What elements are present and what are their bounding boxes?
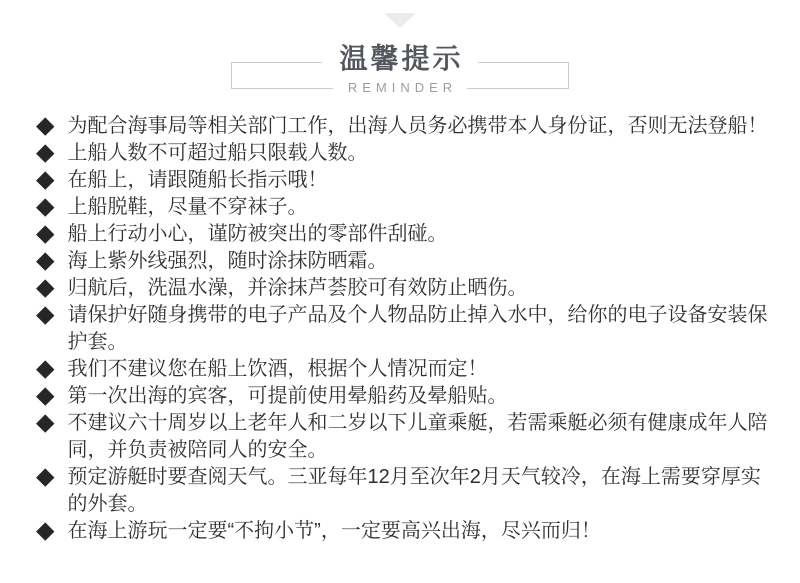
diamond-bullet-icon: [36, 279, 54, 297]
diamond-bullet-icon: [36, 306, 54, 324]
diamond-bullet-icon: [36, 144, 54, 162]
list-item: [37, 302, 770, 356]
header: [0, 0, 800, 110]
list-item: [37, 410, 770, 464]
tip-text: 不建议六十周岁以上老年人和二岁以下儿童乘艇，若需乘艇必须有健康成年人陪同，并负责被陪同人的安全。: [67, 412, 768, 461]
page-title: [0, 42, 800, 76]
diamond-bullet-icon: [36, 360, 54, 378]
tip-text: 在船上，请跟随船长指示哦！: [67, 169, 328, 191]
page-subtitle-text: REMINDER: [333, 80, 467, 95]
list-item: [37, 140, 770, 167]
tips-list: [0, 110, 800, 545]
diamond-bullet-icon: [36, 468, 54, 486]
tip-text: 请保护好随身携带的电子产品及个人物品防止掉入水中，给你的电子设备安装保护套。: [67, 304, 768, 353]
page-title-text: 温馨提示: [322, 43, 477, 74]
list-item: [37, 383, 770, 410]
tip-text: 预定游艇时要查阅天气。三亚每年12月至次年2月天气较冷，在海上需要穿厚实的外套。: [67, 466, 761, 515]
list-item: [37, 221, 770, 248]
list-item: [37, 275, 770, 302]
diamond-bullet-icon: [36, 225, 54, 243]
list-item: [37, 167, 770, 194]
tip-text: 在海上游玩一定要“不拘小节”，一定要高兴出海，尽兴而归！: [67, 520, 601, 542]
tip-text: 我们不建议您在船上饮酒，根据个人情况而定！: [67, 358, 488, 380]
list-item: [37, 356, 770, 383]
list-item: [37, 518, 770, 545]
diamond-bullet-icon: [36, 252, 54, 270]
diamond-bullet-icon: [36, 117, 54, 135]
page-subtitle: [0, 80, 800, 95]
diamond-bullet-icon: [36, 522, 54, 540]
diamond-bullet-icon: [36, 414, 54, 432]
list-item: [37, 194, 770, 221]
tip-text: 船上行动小心，谨防被突出的零部件刮碰。: [67, 223, 448, 245]
tip-text: 为配合海事局等相关部门工作，出海人员务必携带本人身份证，否则无法登船！: [67, 115, 768, 137]
list-item: [37, 113, 770, 140]
tip-text: 上船人数不可超过船只限载人数。: [67, 142, 368, 164]
list-item: [37, 464, 770, 518]
tip-text: 第一次出海的宾客，可提前使用晕船药及晕船贴。: [67, 385, 508, 407]
tip-text: 归航后，洗温水澡，并涂抹芦荟胶可有效防止晒伤。: [67, 277, 528, 299]
diamond-bullet-icon: [36, 387, 54, 405]
triangle-down-icon: [384, 13, 416, 28]
list-item: [37, 248, 770, 275]
diamond-bullet-icon: [36, 171, 54, 189]
diamond-bullet-icon: [36, 198, 54, 216]
tip-text: 海上紫外线强烈，随时涂抹防晒霜。: [67, 250, 388, 272]
tip-text: 上船脱鞋，尽量不穿袜子。: [67, 196, 308, 218]
